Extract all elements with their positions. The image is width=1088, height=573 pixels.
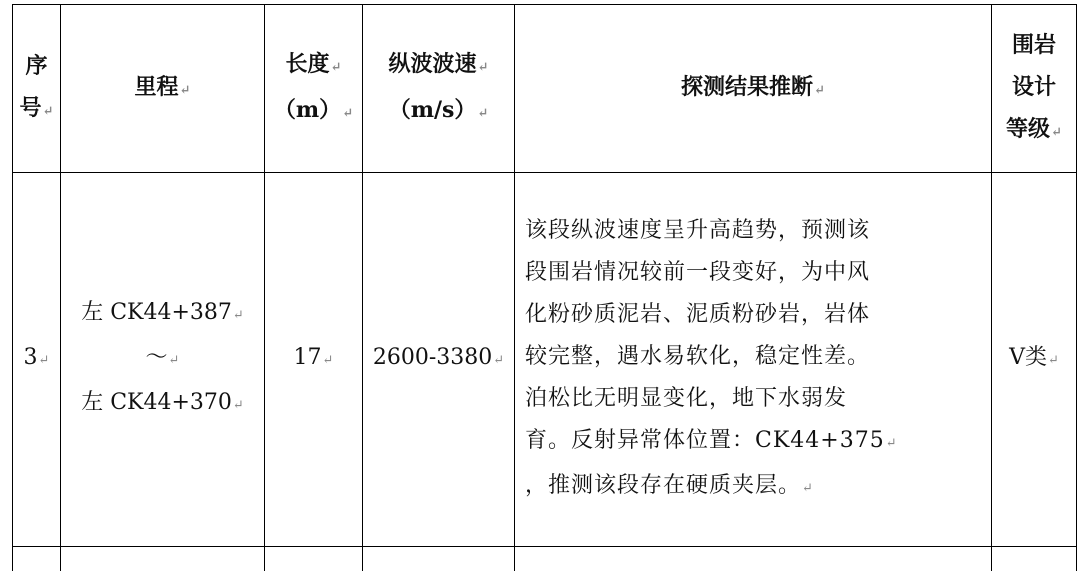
partial-cell (61, 547, 265, 572)
cell-length: 17↵ (265, 173, 363, 547)
table-row (13, 173, 1077, 547)
partial-cell (515, 547, 992, 572)
survey-table (12, 4, 1077, 571)
partial-cell (13, 547, 61, 572)
header-length: 长度↵ （m）↵ (265, 5, 363, 173)
partial-cell (363, 547, 515, 572)
header-mileage: 里程↵ (61, 5, 265, 173)
partial-cell (265, 547, 363, 572)
table-row-partial (13, 547, 1077, 572)
partial-cell (992, 547, 1077, 572)
header-result: 探测结果推断↵ (515, 5, 992, 173)
header-velocity: 纵波波速↵ （m/s）↵ (363, 5, 515, 173)
cell-velocity: 2600-3380↵ (363, 173, 515, 547)
header-row (13, 5, 1077, 173)
cell-grade: Ⅴ类↵ (992, 173, 1077, 547)
header-seq: 序 号↵ (13, 5, 61, 173)
cell-mileage: 左 CK44+387↵ ～↵ 左 CK44+370↵ (61, 173, 265, 547)
cell-seq: 3↵ (13, 173, 61, 547)
header-grade: 围岩 设计 等级↵ (992, 5, 1077, 173)
cell-result: 该段纵波速度呈升高趋势，预测该 段围岩情况较前一段变好，为中风 化粉砂质泥岩、泥质粉砂岩，岩体 较完整，遇水易软化，稳定性差。 泊松比无明显变化，地下水弱发 育。反射异常体位置：CK44+375↵ ，推测该段存在硬质夹层。↵ (515, 173, 992, 547)
